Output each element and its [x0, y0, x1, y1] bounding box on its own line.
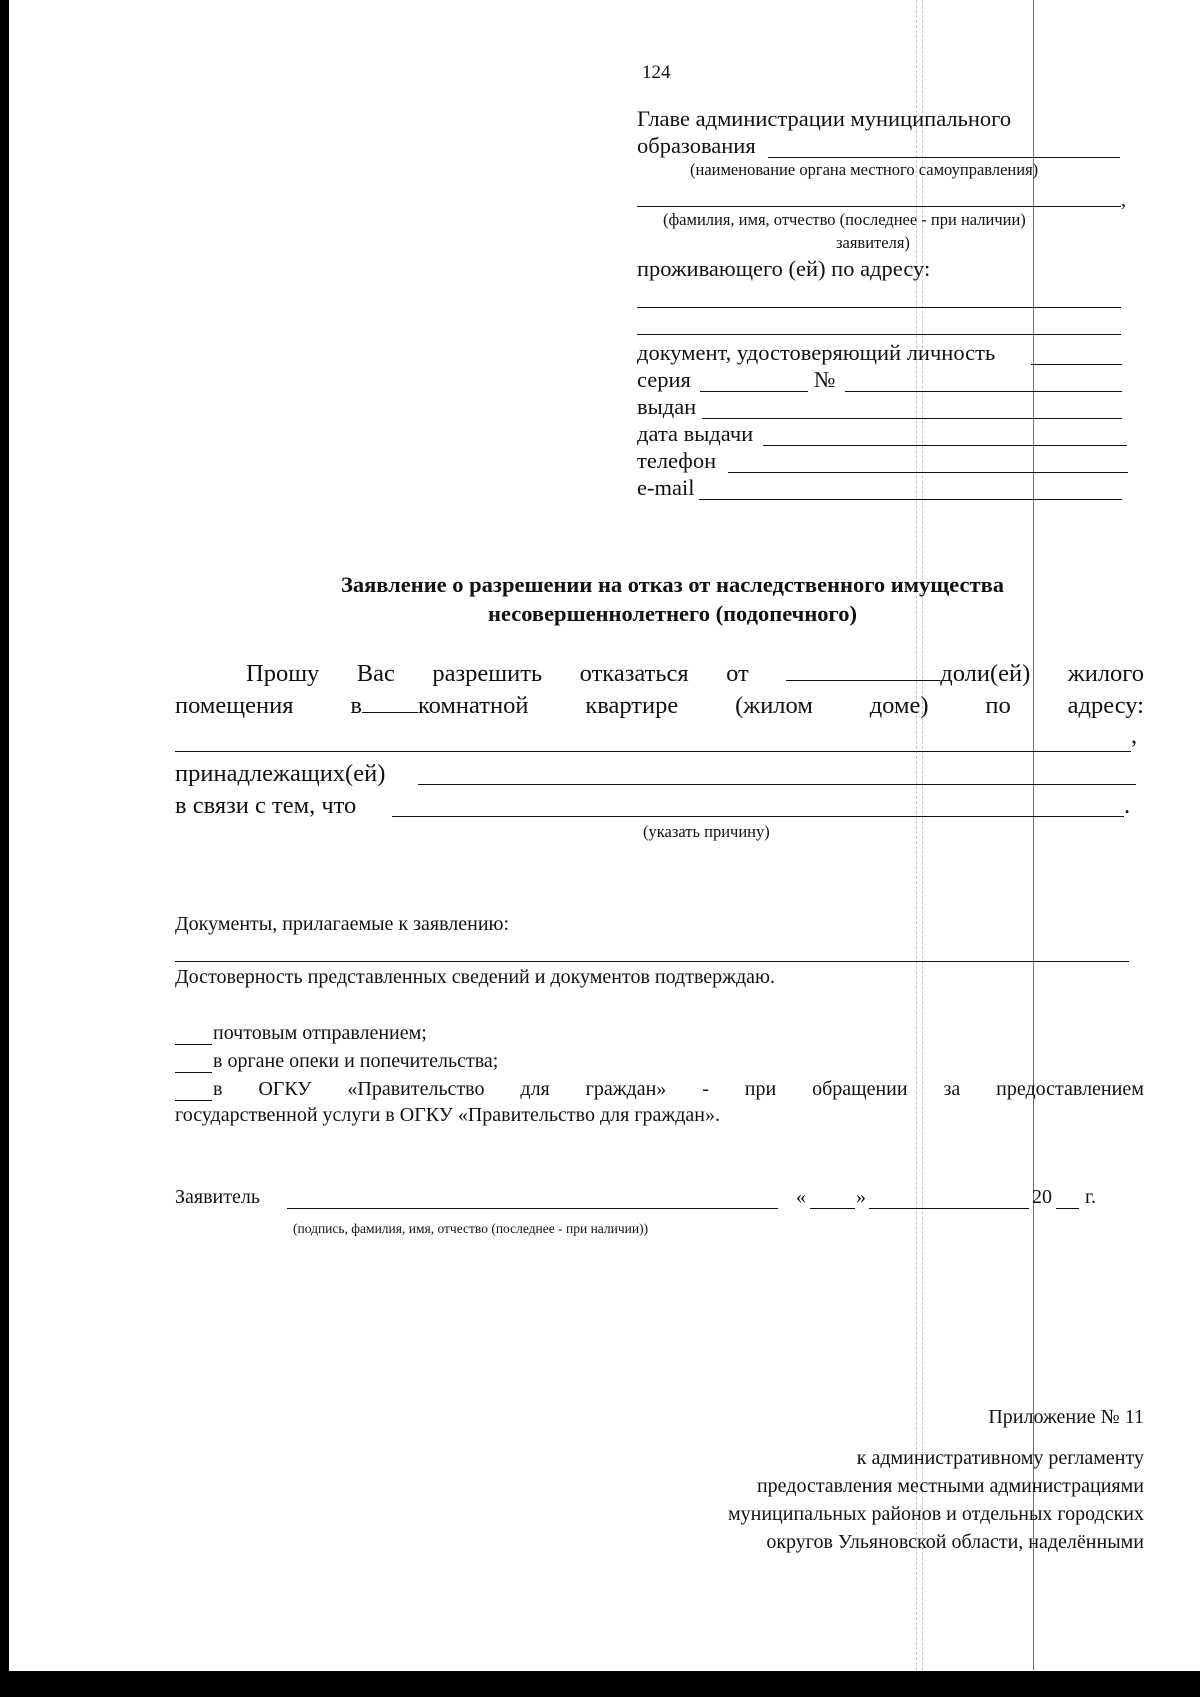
delivery-option-ogku-line-1: [213, 1078, 1144, 1101]
issue-date-field[interactable]: [763, 445, 1127, 446]
address-field-2[interactable]: [637, 334, 1121, 335]
option-word: граждан»: [585, 1078, 667, 1100]
attached-documents-label: Документы, прилагаемые к заявлению:: [175, 913, 510, 935]
appendix-line-3: муниципальных районов и отдельных городских: [727, 1503, 1144, 1525]
request-word: комнатной: [417, 692, 529, 719]
number-field[interactable]: [845, 391, 1122, 392]
scan-bottom-edge: [0, 1671, 1200, 1697]
email-label: e-mail: [637, 475, 695, 500]
org-name-hint: (наименование органа местного самоуправления): [690, 160, 1039, 179]
request-word: адресу:: [1067, 692, 1144, 719]
option-word: предоставлением: [996, 1078, 1144, 1100]
request-word: квартире: [585, 692, 679, 719]
scan-left-edge: [0, 0, 9, 1690]
signature-hint: (подпись, фамилия, имя, отчество (последнее - при наличии)): [293, 1221, 649, 1236]
applicant-label: Заявитель: [175, 1186, 260, 1208]
request-word: помещения: [175, 692, 294, 719]
appendix-title: Приложение № 11: [988, 1406, 1144, 1428]
request-word: отказаться: [579, 660, 689, 687]
fio-hint-2: заявителя): [836, 233, 910, 252]
request-word: по: [985, 692, 1011, 719]
request-word: доли(ей): [940, 660, 1031, 687]
series-field[interactable]: [700, 391, 808, 392]
request-word: (жилом: [735, 692, 813, 719]
issue-date-label: дата выдачи: [637, 421, 754, 446]
series-label: серия: [637, 367, 691, 392]
address-comma: ,: [1131, 722, 1138, 749]
date-quote-open: «: [796, 1186, 806, 1208]
belonging-label: принадлежащих(ей): [175, 760, 386, 787]
date-quote-close: »: [856, 1186, 866, 1208]
date-year-prefix: 20: [1032, 1186, 1052, 1208]
rooms-group: [350, 692, 528, 720]
appendix-line-4: округов Ульяновской области, наделёнными: [766, 1531, 1144, 1553]
appendix-line-1: к административному регламенту: [856, 1447, 1144, 1469]
delivery-option-ogku-checkbox[interactable]: [175, 1100, 212, 1101]
delivery-option-mail: почтовым отправлением;: [213, 1022, 427, 1044]
reason-label: в связи с тем, что: [175, 792, 357, 819]
org-name-field[interactable]: [768, 157, 1120, 158]
date-day-field[interactable]: [810, 1208, 855, 1209]
email-field[interactable]: [699, 499, 1122, 500]
applicant-fio-field[interactable]: [637, 206, 1121, 207]
request-word: Вас: [356, 660, 395, 687]
property-address-field[interactable]: [175, 751, 1131, 752]
belonging-field[interactable]: [418, 784, 1136, 785]
date-year-field[interactable]: [1056, 1208, 1079, 1209]
rooms-count-field[interactable]: [362, 692, 418, 713]
date-month-field[interactable]: [869, 1208, 1029, 1209]
option-word: в: [213, 1078, 223, 1100]
request-word: в: [350, 692, 362, 719]
addressee-line-1: Главе администрации муниципального: [637, 106, 1012, 131]
page-number: 124: [642, 62, 671, 83]
phone-label: телефон: [637, 448, 717, 473]
applicant-signature-field[interactable]: [287, 1208, 778, 1209]
share-group: [786, 660, 1030, 688]
document-title-line-2: несовершеннолетнего (подопечного): [488, 601, 857, 626]
delivery-option-mail-checkbox[interactable]: [175, 1044, 212, 1045]
request-line-2: [175, 692, 1144, 720]
confirmation-text: Достоверность представленных сведений и документов подтверждаю.: [175, 966, 775, 988]
number-label: №: [814, 367, 836, 392]
option-word: «Правительство: [347, 1078, 485, 1100]
share-field[interactable]: [786, 660, 940, 681]
request-line-1: [246, 660, 1144, 688]
reason-field[interactable]: [392, 816, 1124, 817]
delivery-option-guardianship: в органе опеки и попечительства;: [213, 1050, 499, 1072]
fio-comma: ,: [1121, 189, 1126, 211]
option-word: за: [943, 1078, 961, 1100]
request-word: жилого: [1067, 660, 1144, 687]
address-label: проживающего (ей) по адресу:: [637, 256, 931, 281]
id-doc-label: документ, удостоверяющий личность: [637, 340, 996, 365]
request-word: Прошу: [246, 660, 320, 687]
request-word: разрешить: [432, 660, 543, 687]
delivery-option-guardianship-checkbox[interactable]: [175, 1072, 212, 1073]
reason-period: .: [1124, 792, 1131, 819]
phone-field[interactable]: [728, 472, 1128, 473]
request-word: доме): [869, 692, 929, 719]
issued-label: выдан: [637, 394, 697, 419]
option-word: для: [520, 1078, 550, 1100]
delivery-option-ogku-line-2: государственной услуги в ОГКУ «Правительство для граждан».: [175, 1104, 720, 1126]
appendix-line-2: предоставления местными администрациями: [756, 1475, 1144, 1497]
date-year-suffix: г.: [1085, 1186, 1096, 1208]
option-word: ОГКУ: [258, 1078, 312, 1100]
attached-documents-field[interactable]: [175, 961, 1129, 962]
address-field-1[interactable]: [637, 307, 1121, 308]
id-doc-field[interactable]: [1031, 364, 1122, 365]
addressee-line-2: образования: [637, 133, 756, 158]
issued-field[interactable]: [702, 418, 1122, 419]
option-word: -: [702, 1078, 709, 1100]
reason-hint: (указать причину): [643, 822, 770, 841]
document-title-line-1: Заявление о разрешении на отказ от наследственного имущества: [340, 572, 1004, 597]
option-word: при: [744, 1078, 777, 1100]
request-word: от: [726, 660, 749, 687]
fio-hint-1: (фамилия, имя, отчество (последнее - при наличии): [663, 210, 1026, 229]
option-word: обращении: [812, 1078, 908, 1100]
